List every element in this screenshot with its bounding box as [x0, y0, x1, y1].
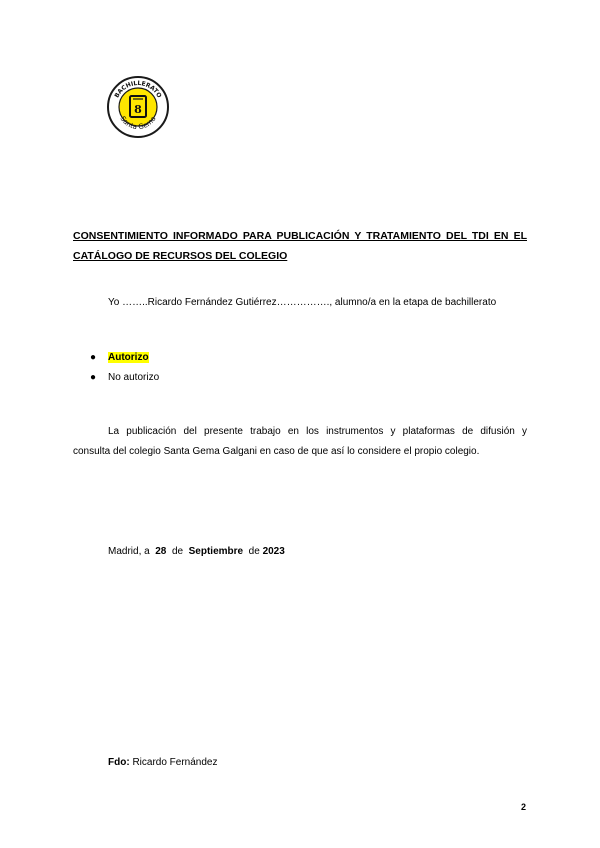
logo-bottom-text: Santa Gema: [118, 114, 158, 132]
option-not-authorize-label: No autorizo: [108, 372, 160, 383]
date-de-1: de: [171, 546, 184, 557]
logo-top-text: BACHILLERATO: [113, 79, 163, 100]
signature-name: Ricardo Fernández: [132, 757, 218, 768]
document-title: [73, 226, 527, 266]
option-not-authorize: [90, 369, 159, 389]
page-number: 2: [521, 802, 527, 812]
svg-text:8: 8: [134, 103, 142, 116]
school-logo: [106, 75, 170, 139]
paragraph-line-1: La publicación del presente trabajo en los instrumentos y plataformas de difusión y: [108, 426, 527, 437]
date-line: [108, 546, 285, 557]
date-year: 2023: [262, 546, 285, 557]
publication-paragraph: [73, 422, 527, 462]
signature-line: [108, 757, 217, 768]
bullet-icon: ●: [90, 372, 97, 383]
date-month: Septiembre: [188, 546, 244, 557]
consent-options: [90, 349, 159, 389]
date-city: Madrid, a: [108, 546, 150, 557]
paragraph-line-2: consulta del colegio Santa Gema Galgani en caso de que así lo considere el propio colegio.: [73, 446, 480, 457]
bullet-icon: ●: [90, 352, 97, 363]
consent-statement: Yo ……..Ricardo Fernández Gutiérrez……………., alumno/a en la etapa de bachillerato: [108, 297, 497, 308]
option-authorize-label: Autorizo: [108, 352, 149, 363]
date-de-2: de: [248, 546, 260, 557]
date-day: 28: [155, 546, 167, 557]
title-line-2: CATÁLOGO DE RECURSOS DEL COLEGIO: [73, 250, 288, 262]
signature-label: Fdo:: [108, 757, 130, 768]
title-line-1: CONSENTIMIENTO INFORMADO PARA PUBLICACIÓN Y TRATAMIENTO DEL TDI EN EL: [73, 230, 527, 242]
option-authorize: [90, 349, 159, 369]
